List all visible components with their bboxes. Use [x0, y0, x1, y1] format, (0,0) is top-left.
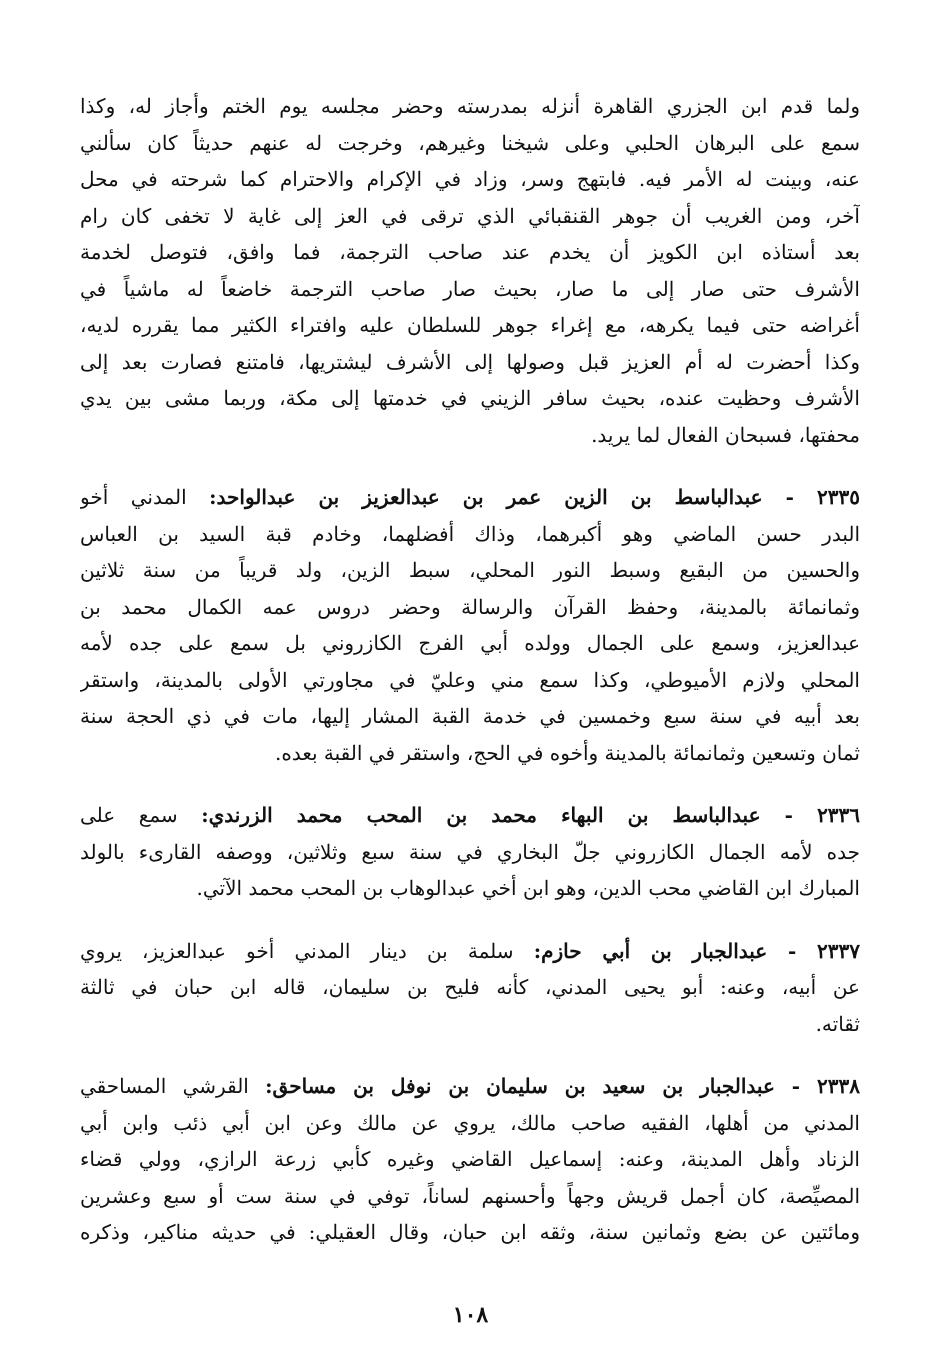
text-line: عنه، وبينت له الأمر فيه. فابتهج وسر، وزاد في الإكرام والاحترام كما شرحته في محل [80, 167, 860, 191]
text-line: ثمان وتسعين وثمانمائة بالمدينة وأخوه في الحج، واستقر في القبة بعده. [275, 740, 860, 765]
entry-heading: ٢٣٣٨ - عبدالجبار بن سعيد بن سليمان بن نوفل بن مساحق: [265, 1074, 860, 1098]
entry-text: سمع على [80, 803, 178, 827]
text-line: البدر حسن الماضي وهو أكبرهما، وذاك أفضلهما، وخادم قبة السيد بن العباس [80, 521, 860, 546]
entry-first-line [80, 797, 860, 834]
text-line: ومائتين عن بضع وثمانين سنة، وثقه ابن حبان، وقال العقيلي: في حديثه مناكير، وذكره [80, 1220, 860, 1244]
text-line: والحسين من البقيع وسبط النور المحلي، سبط الزين، ولد قريباً من سنة ثلاثين [80, 558, 860, 582]
entry-text: القرشي المساحقي [80, 1074, 249, 1098]
entry-first-line [80, 1068, 860, 1105]
entry-2335 [80, 479, 860, 771]
text-line: الأشرف وحظيت عنده، بحيث سافر الزيني في خدمتها إلى مكة، وربما مشى بين يدي [80, 386, 860, 410]
text-line: الأشرف حتى صار إلى ما صار، بحيث صار صاحب الترجمة خاضعاً له ماشياً في [80, 276, 860, 301]
entry-first-line [80, 933, 860, 970]
entry-2336 [80, 797, 860, 907]
text-line: بعد أبيه في سنة سبع وخمسين في خدمة القبة المشار إليها، مات في ذي الحجة سنة [80, 704, 860, 728]
entry-text: سلمة بن دينار المدني أخو عبدالعزيز، يروي [80, 938, 514, 963]
paragraph-gap [80, 771, 860, 797]
entry-heading: ٢٣٣٧ - عبدالجبار بن أبي حازم: [533, 938, 860, 963]
text-line: بعد أستاذه ابن الكويز أن يخدم عند صاحب الترجمة، فما وافق، فتوصل لخدمة [80, 240, 860, 264]
text-line: أغراضه حتى فيما يكرهه، مع إغراء جوهر للسلطان عليه وافتراء الكثير مما يقرره لديه، [80, 313, 860, 337]
paragraph-gap [80, 907, 860, 933]
text-line: المبارك ابن القاضي محب الدين، وهو ابن أخي عبدالوهاب بن المحب محمد الآتي. [196, 876, 860, 900]
page-body [80, 88, 860, 1251]
text-line: ولما قدم ابن الجزري القاهرة أنزله بمدرسته وحضر مجلسه يوم الختم وأجاز له، وكذا [80, 94, 860, 118]
entry-first-line [80, 479, 860, 516]
text-line: آخر، ومن الغريب أن جوهر القنقبائي الذي ترقى في العز إلى غاية لا تخفى كان رام [80, 203, 860, 228]
text-line: سمع على البرهان الحلبي وعلى شيخنا وغيرهم، وخرجت له عنهم حديثاً كان سألني [80, 130, 860, 155]
text-line: وكذا أحضرت له أم العزيز قبل وصولها إلى الأشرف ليشتريها، فامتنع فصارت بعد إلى [80, 349, 860, 374]
text-line: محفتها، فسبحان الفعال لما يريد. [591, 422, 860, 447]
text-line: المدني من أهلها، الفقيه صاحب مالك، يروي عن مالك وعن ابن أبي ذئب وابن أبي [80, 1110, 860, 1135]
text-line: عن أبيه، وعنه: أبو يحيى المدني، كأنه فليح بن سليمان، قاله ابن حبان في ثالثة [80, 975, 860, 999]
paragraph-gap [80, 453, 860, 479]
text-line: وثمانمائة بالمدينة، وحفظ القرآن والرسالة وحضر دروس عمه الكمال محمد بن [80, 594, 860, 619]
page-number: ١٠٨ [452, 1302, 489, 1328]
text-line: المحلي ولازم الأميوطي، وكذا سمع مني وعليّ في مجاورتي الأولى بالمدينة، واستقر [80, 667, 860, 692]
entry-2337 [80, 933, 860, 1043]
entry-heading: ٢٣٣٥ - عبدالباسط بن الزين عمر بن عبدالعزيز بن عبدالواحد: [209, 485, 860, 509]
entry-text: المدني أخو [80, 485, 187, 509]
text-line: المصيِّصة، كان أجمل قريش وجهاً وأحسنهم لساناً، توفي في سنة ست أو سبع وعشرين [80, 1183, 860, 1208]
paragraph-continuation [80, 88, 860, 453]
text-line: الزناد وأهل المدينة، وعنه: إسماعيل القاضي وغيره كأبي زرعة الرازي، وولي قضاء [80, 1147, 860, 1171]
entry-2338 [80, 1068, 860, 1251]
text-line: جده لأمه الجمال الكازروني جلّ البخاري في سنة سبع وثلاثين، ووصفه القارىء بالولد [80, 839, 860, 864]
entry-heading: ٢٣٣٦ - عبدالباسط بن البهاء محمد بن المحب محمد الزرندي: [201, 803, 860, 827]
text-line: عبدالعزيز، وسمع على الجمال وولده أبي الفرج الكازروني بل سمع على جده لأمه [80, 631, 860, 655]
paragraph-gap [80, 1042, 860, 1068]
text-line: ثقاته. [815, 1011, 860, 1036]
